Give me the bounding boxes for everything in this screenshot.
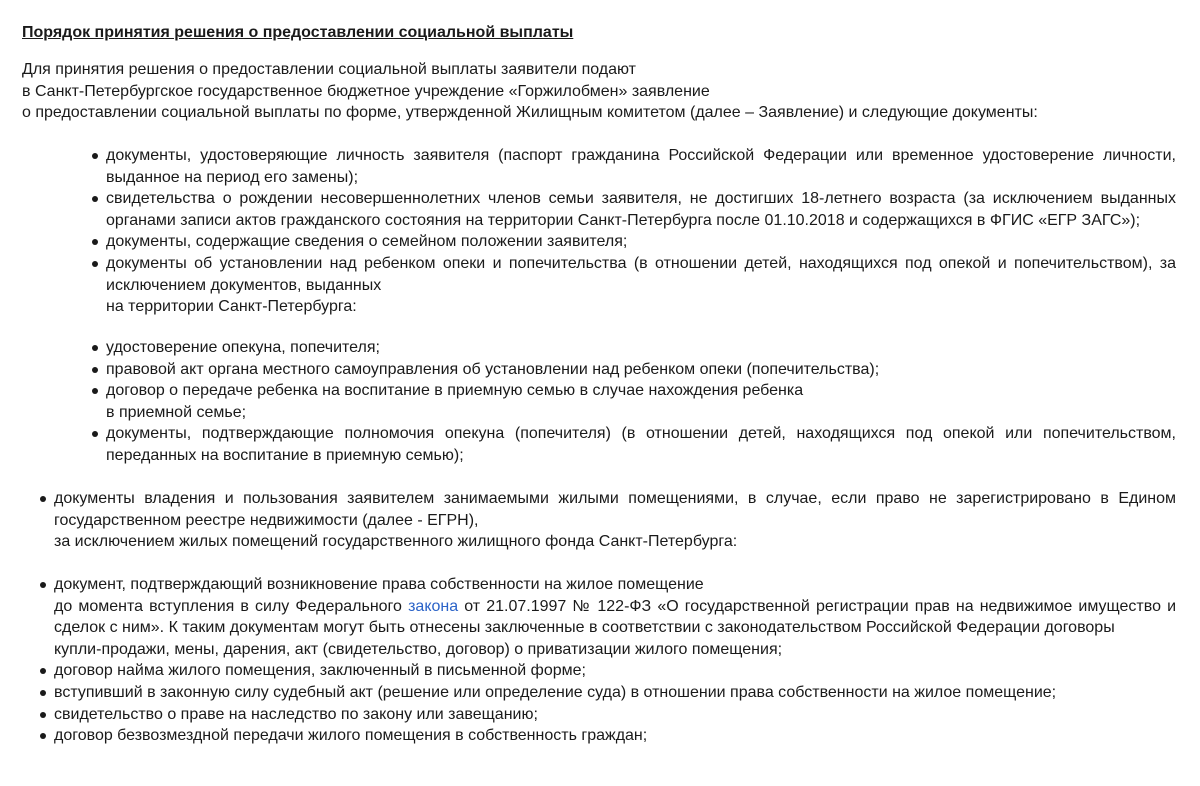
list-item [54,704,1176,726]
page-title: Порядок принятия решения о предоставлении социальной выплаты [22,24,574,41]
list-item-line: за исключением жилых помещений государственного жилищного фонда Санкт-Петербурга: [54,533,738,551]
list-item [54,682,1176,704]
list-item-line: документы об установлении над ребенком опеки и попечительства (в отношении детей, находящихся под опекой и попечительством), за [106,254,1176,272]
property-rights-documents-list [54,574,1176,747]
list-item-line: купли-продажи, мены, дарения, акт (свидетельство, договор) о приватизации жилого помещения; [54,640,783,658]
ownership-documents-list [54,488,1176,553]
intro-line: в Санкт-Петербургское государственное бюджетное учреждение «Горжилобмен» заявление [22,82,710,100]
text-fragment: до момента вступления в силу Федерального [54,597,402,615]
list-item-line: в приемной семье; [106,403,247,421]
list-item [106,337,1176,359]
list-item-line: исключением документов, выданных [106,276,382,294]
list-item-line: документы, удостоверяющие личность заявителя (паспорт гражданина Российской Федерации или временное удостоверение личности, [106,147,1176,164]
guardianship-documents-list [106,337,1176,467]
list-item [106,253,1176,318]
text-fragment: от 21.07.1997 № 122-ФЗ «О государственной регистрации прав на недвижимое имущество и [464,597,1177,615]
list-item [54,574,1176,660]
list-item-line: свидетельство о праве на наследство по закону или завещанию; [54,705,538,723]
intro-line: Для принятия решения о предоставлении социальной выплаты заявители подают [22,61,637,78]
list-item [106,380,1176,423]
list-item [54,488,1176,553]
list-item [106,188,1176,231]
list-item-line [54,596,1176,618]
list-item-line: документ, подтверждающий возникновение права собственности на жилое помещение [54,576,704,593]
list-item [106,423,1176,466]
list-item-line: сделок с ним». К таким документам могут быть отнесены заключенные в соответствии с законодательством Российской Федерации договоры [54,619,1115,637]
law-link[interactable]: закона [408,597,459,615]
list-item-line: документы, подтверждающие полномочия опекуна (попечителя) (в отношении детей, находящихся под опекой или попечительством, [106,425,1176,443]
list-item-line: на территории Санкт-Петербурга: [106,298,357,316]
list-item-line: органами записи актов гражданского состояния на территории Санкт-Петербурга после 01.10.2018 и содержащихся в ФГИС «ЕГР ЗАГС»); [106,211,1141,229]
list-item-line: свидетельства о рождении несовершеннолетних членов семьи заявителя, не достигших 18-летнего возраста (за исключением выданных [106,190,1176,208]
list-item-line: переданных на воспитание в приемную семью); [106,446,464,464]
list-item-line: документы владения и пользования заявителем занимаемыми жилыми помещениями, в случае, если право не зарегистрировано в Едином [54,490,1176,507]
list-item-line: договор безвозмездной передачи жилого помещения в собственность граждан; [54,727,648,745]
list-item-line: вступивший в законную силу судебный акт (решение или определение суда) в отношении права собственности на жилое помещение; [54,683,1057,701]
list-item-line: документы, содержащие сведения о семейном положении заявителя; [106,233,628,251]
list-item-line: договор найма жилого помещения, заключенный в письменной форме; [54,662,586,680]
list-item-line: выданное на период его замены); [106,168,359,186]
list-item-line: договор о передаче ребенка на воспитание в приемную семью в случае нахождения ребенка [106,382,804,400]
list-item-line: удостоверение опекуна, попечителя; [106,339,380,356]
intro-line: о предоставлении социальной выплаты по форме, утвержденной Жилищным комитетом (далее – Заявление) и следующие документы: [22,104,1038,122]
identity-documents-list [106,145,1176,318]
list-item [106,231,1176,253]
list-item [54,725,1176,747]
list-item-line: государственном реестре недвижимости (далее - ЕГРН), [54,511,479,529]
list-item [106,359,1176,381]
list-item-line: правовой акт органа местного самоуправления об установлении над ребенком опеки (попечительства); [106,360,880,378]
intro-paragraph [22,59,1182,124]
list-item [106,145,1176,188]
list-item [54,660,1176,682]
